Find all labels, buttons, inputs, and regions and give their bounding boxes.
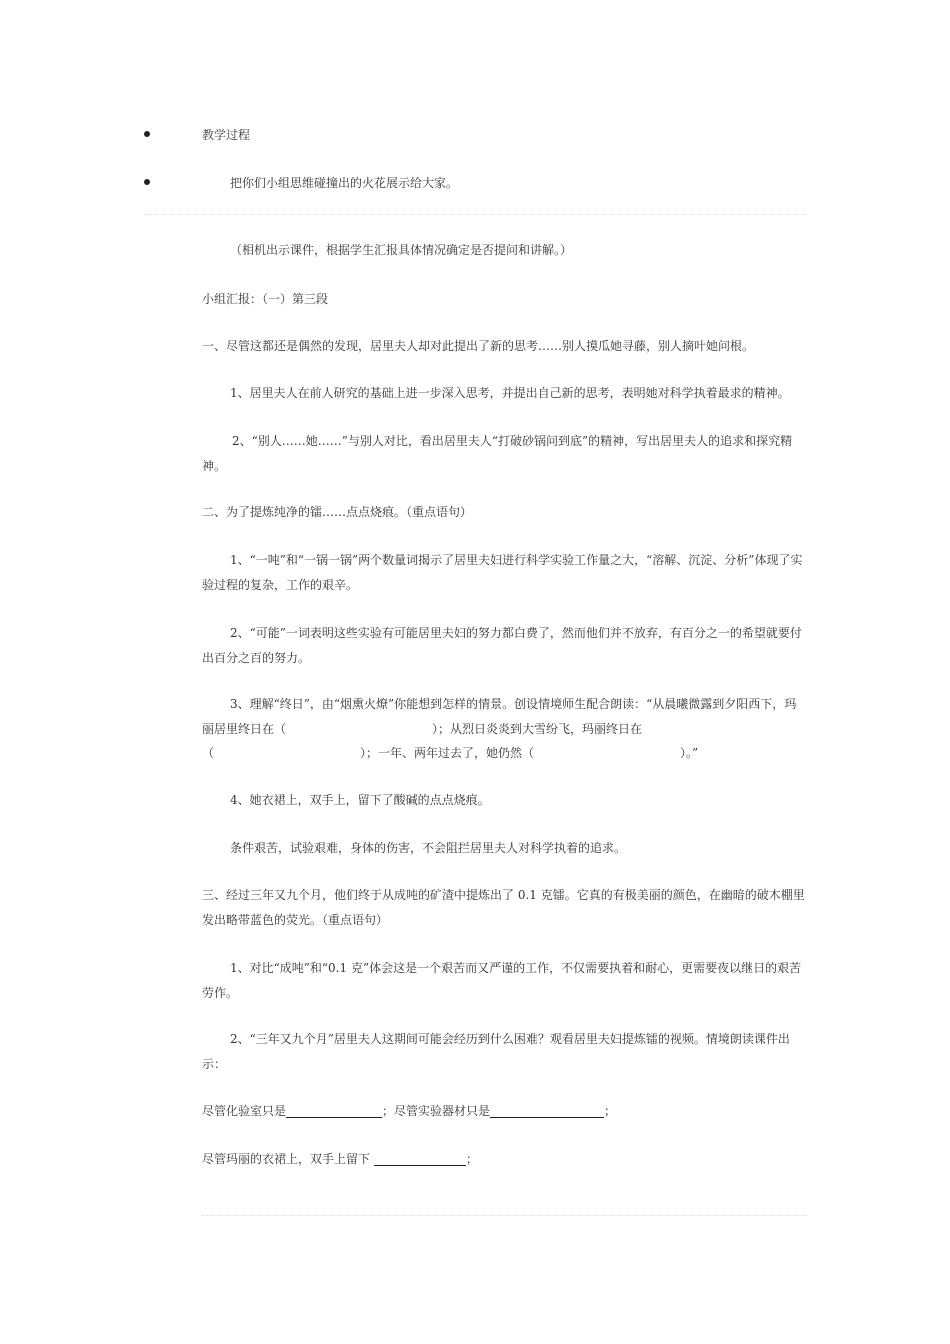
paragraph: （相机出示课件，根据学生汇报具体情况确定是否提问和讲解。）: [230, 243, 573, 257]
fill-blank-line: [202, 1147, 808, 1172]
paragraph-text: ；尽管实验器材只是: [382, 1104, 491, 1118]
paragraph: 4、她衣裙上，双手上，留下了酸碱的点点烧痕。: [230, 793, 490, 807]
paragraph-text: （: [202, 746, 215, 760]
paragraph: 1、“一吨”和“一锅一锅”两个数量词揭示了居里夫妇进行科学实验工作量之大，“溶解、沉淀、分析”体现了实验过程的复杂，工作的艰辛。: [202, 553, 803, 592]
paragraph: 2、“别人……她……”与别人对比，看出居里夫人“打破砂锅问到底”的精神，写出居里夫人的追求和探究精神。: [202, 434, 793, 473]
fill-blank-line: [202, 1099, 808, 1124]
divider: [144, 214, 808, 215]
paragraph-text: ；: [604, 1104, 617, 1118]
bullet-icon: [144, 179, 150, 185]
paragraph: 2、“可能”一词表明这些实验有可能居里夫妇的努力都白费了，然而他们并不放弃，有百分之一的希望就要付出百分之百的努力。: [202, 626, 802, 665]
paragraph: 一、尽管这都还是偶然的发现，居里夫人却对此提出了新的思考……别人摸瓜她寻藤，别人摘叶她问根。: [202, 339, 755, 353]
paragraph-text: ）；从烈日炎炎到大雪纷飞，玛丽终日在: [432, 722, 643, 736]
paragraph: 1、居里夫人在前人研究的基础上进一步深入思考，并提出自己新的思考，表明她对科学执着最求的精神。: [230, 386, 790, 400]
bullet-text: 教学过程: [202, 128, 251, 142]
blank-field[interactable]: [374, 1151, 466, 1166]
paragraph-text: 尽管化验室只是: [202, 1104, 287, 1118]
paragraph-text: ）；一年、两年过去了，她仍然（: [360, 746, 535, 760]
blank-field[interactable]: [286, 1103, 382, 1118]
paragraph-text: ；: [465, 1152, 478, 1166]
blank-field[interactable]: [490, 1103, 604, 1118]
paragraph: 小组汇报：（一）第三段: [202, 292, 329, 306]
paragraph-text: 尽管玛丽的衣裙上，双手上留下: [202, 1152, 371, 1166]
paragraph-text: 3、理解“终日”，由“烟熏火燎”你能想到怎样的情景。创设情境师生配合朗读：“从晨曦微露到夕阳西下，玛丽居里终日在（: [202, 697, 797, 736]
bullet-text: 把你们小组思维碰撞出的火花展示给大家。: [230, 176, 459, 190]
paragraph: 三、经过三年又九个月，他们终于从成吨的矿渣中提炼出了 0.1 克镭。它真的有极美丽的颜色，在幽暗的破木棚里发出略带蓝色的荧光。（重点语句）: [202, 888, 805, 927]
paragraph: 二、为了提炼纯净的镭……点点烧痕。（重点语句）: [202, 505, 473, 519]
paragraph: 1、对比“成吨”和“0.1 克”体会这是一个艰苦而又严谨的工作，不仅需要执着和耐心，更需要夜以继日的艰苦劳作。: [202, 961, 802, 1000]
paragraph: 条件艰苦，试验艰难，身体的伤害，不会阻拦居里夫人对科学执着的追求。: [230, 841, 627, 855]
divider: [202, 1215, 808, 1216]
paragraph: [202, 692, 808, 742]
paragraph: [202, 741, 808, 766]
paragraph: 2、“三年又九个月”居里夫人这期间可能会经历到什么困难？观看居里夫妇提炼镭的视频。情境朗读课件出示：: [202, 1032, 790, 1071]
bullet-icon: [144, 131, 150, 137]
paragraph-text: ）。”: [680, 746, 699, 760]
